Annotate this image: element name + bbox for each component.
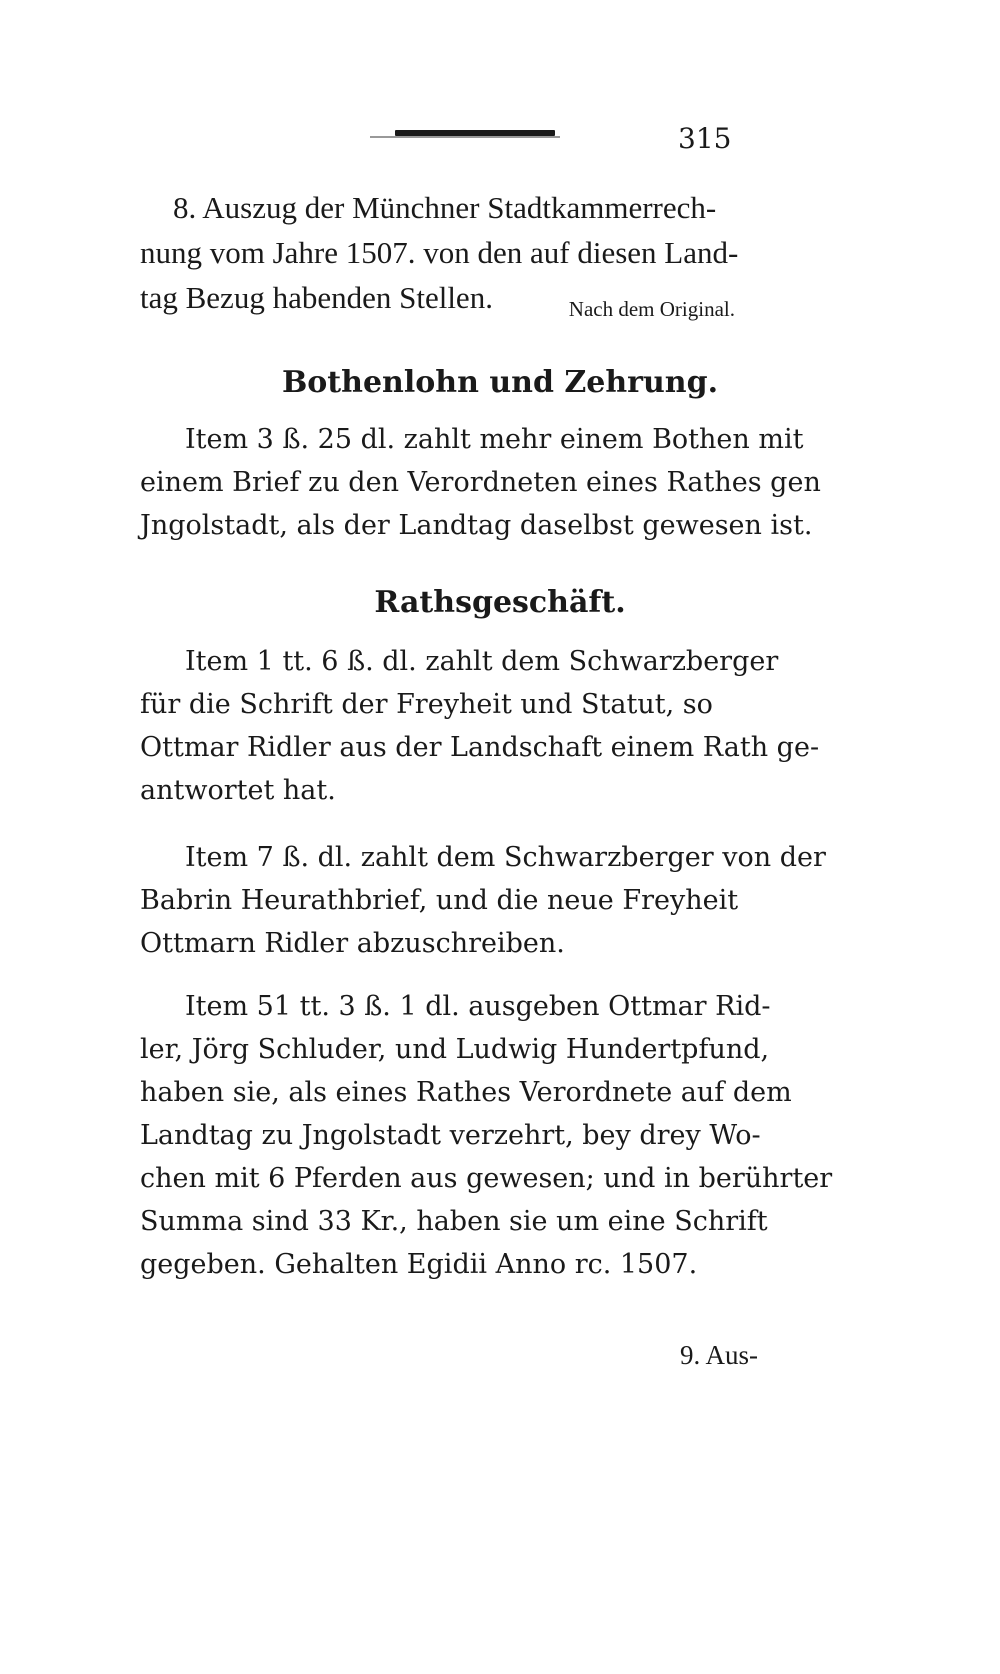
- entry-line: Ottmarn Ridler abzuschreiben.: [140, 928, 565, 959]
- page-number: 315: [678, 122, 732, 155]
- entry-line: Item 3 ß. 25 dl. zahlt mehr einem Bothen mit: [185, 424, 804, 455]
- section-heading-line: nung vom Jahre 1507. von den auf diesen Land-: [140, 235, 739, 270]
- entry-line: chen mit 6 Pferden aus gewesen; und in berührter: [140, 1163, 833, 1194]
- entry-line: ler, Jörg Schluder, und Ludwig Hundertpfund,: [140, 1034, 770, 1065]
- entry-line: gegeben. Gehalten Egidii Anno rc. 1507.: [140, 1249, 698, 1280]
- entry-line: Item 51 tt. 3 ß. 1 dl. ausgeben Ottmar Rid-: [185, 991, 771, 1022]
- ledger-entry: [140, 418, 821, 547]
- entry-line: haben sie, als eines Rathes Verordnete auf dem: [140, 1077, 792, 1108]
- section-heading-line: tag Bezug habenden Stellen.: [140, 280, 493, 315]
- catchword: 9. Aus-: [680, 1340, 759, 1370]
- subsection-title: Bothenlohn und Zehrung.: [281, 365, 719, 400]
- ledger-entry: [140, 640, 820, 812]
- entry-line: Item 1 tt. 6 ß. dl. zahlt dem Schwarzberger: [185, 646, 779, 677]
- header-rule-shadow: [370, 136, 560, 138]
- entry-line: Summa sind 33 Kr., haben sie um eine Schrift: [140, 1206, 768, 1237]
- entry-line: einem Brief zu den Verordneten eines Rathes gen: [140, 467, 821, 498]
- entry-line: antwortet hat.: [140, 775, 336, 806]
- ledger-entry: [140, 985, 833, 1286]
- section-heading-line: 8. Auszug der Münchner Stadtkammerrech-: [173, 190, 717, 225]
- entry-line: Item 7 ß. dl. zahlt dem Schwarzberger von der: [185, 842, 826, 873]
- entry-line: Jngolstadt, als der Landtag daselbst gewesen ist.: [140, 510, 813, 541]
- entry-line: Ottmar Ridler aus der Landschaft einem Rath ge-: [140, 732, 820, 763]
- entry-line: für die Schrift der Freyheit und Statut, so: [140, 689, 713, 720]
- entry-line: Landtag zu Jngolstadt verzehrt, bey drey Wo-: [140, 1120, 761, 1151]
- ledger-entry: [140, 836, 826, 965]
- subsection-title: Rathsgeschäft.: [374, 585, 626, 620]
- source-note: Nach dem Original.: [568, 297, 735, 321]
- entry-line: Babrin Heurathbrief, und die neue Freyheit: [140, 885, 739, 916]
